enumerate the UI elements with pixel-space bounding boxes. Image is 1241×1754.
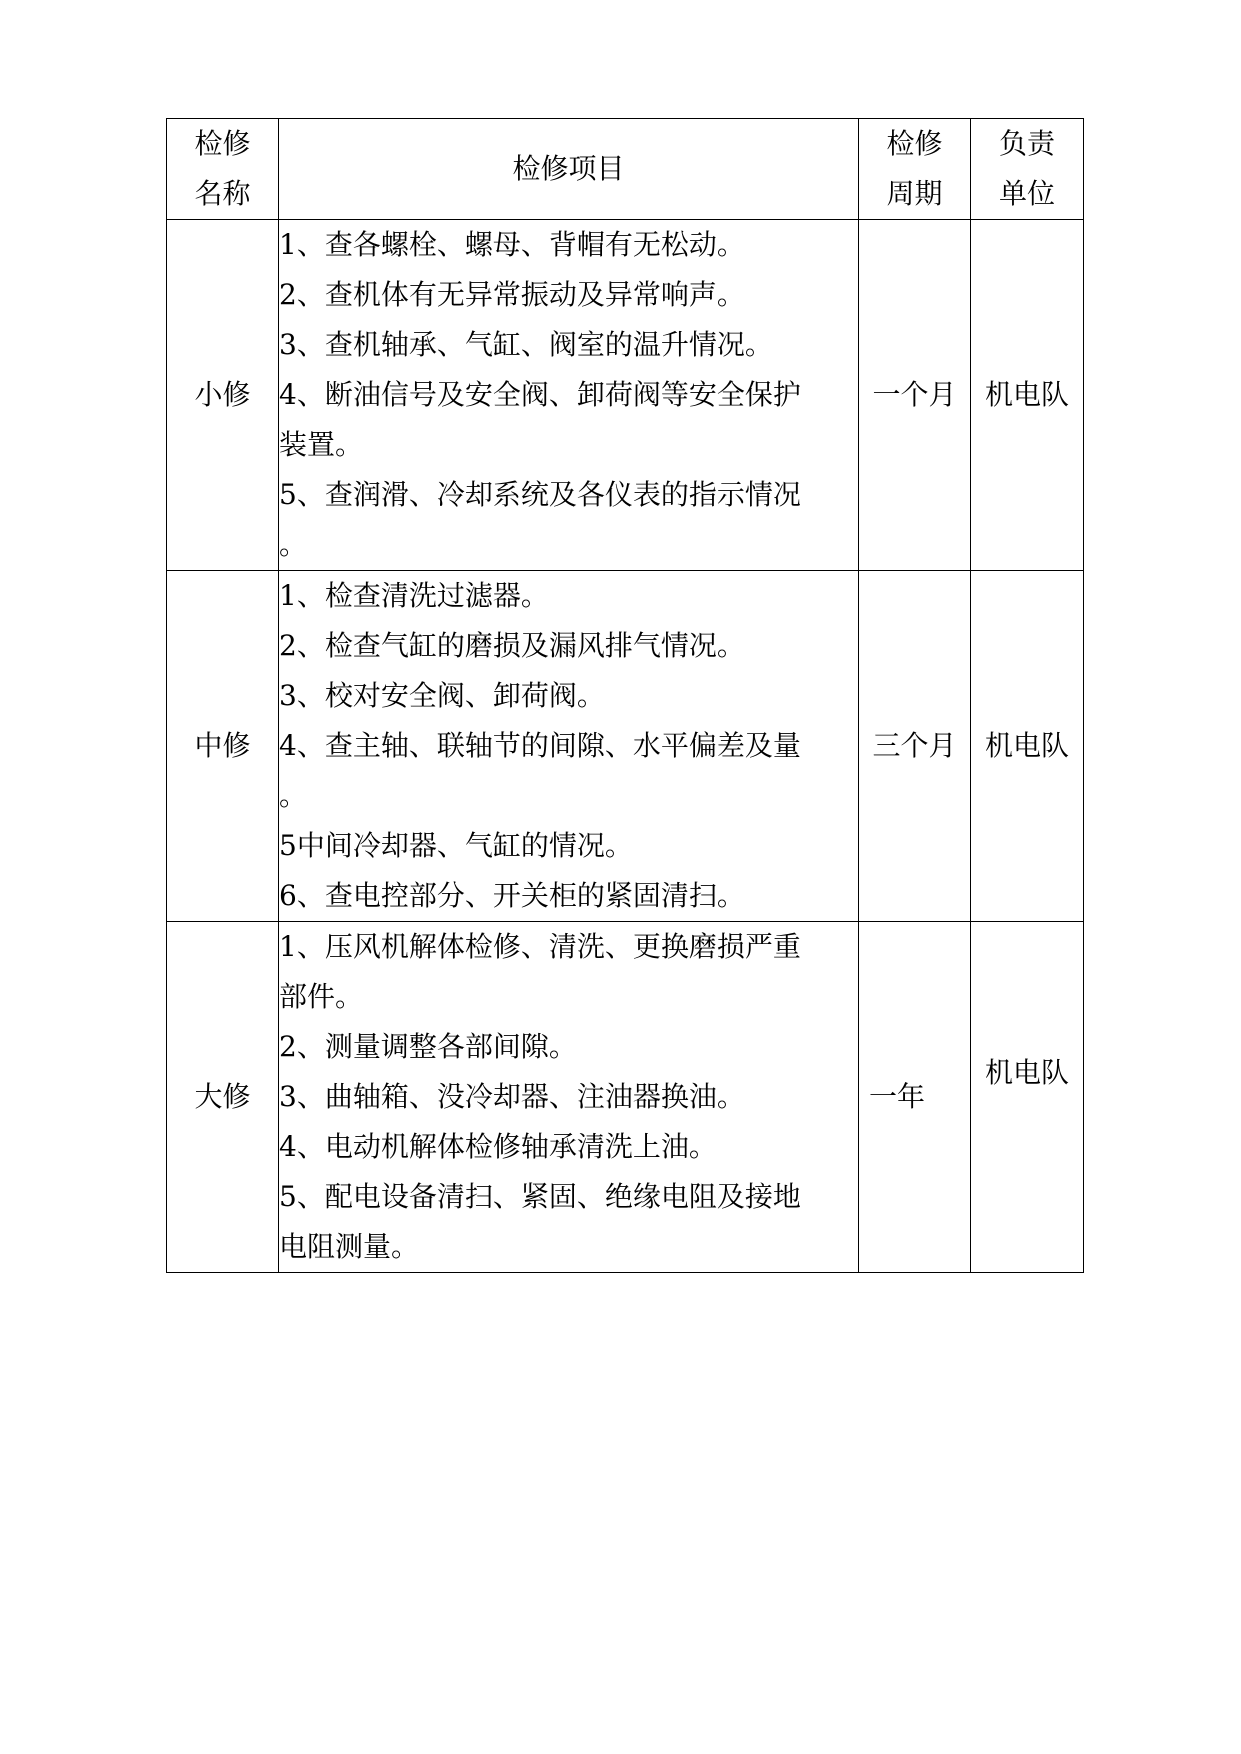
header-maintenance-name [167, 119, 279, 220]
table-row-minor-repair [167, 220, 1084, 571]
table-header-row [167, 119, 1084, 220]
item-line: 5、查润滑、冷却系统及各仪表的指示情况 [279, 478, 801, 511]
row-unit-text: 机电队 [984, 1056, 1069, 1089]
item-line: 。 [279, 528, 308, 561]
item-line: 2、测量调整各部间隙。 [279, 1030, 577, 1063]
item-line: 电阻测量。 [279, 1230, 420, 1263]
row-unit: 机电队 [971, 571, 1084, 922]
row-items [279, 220, 859, 571]
row-name: 中修 [167, 571, 279, 922]
item-line: 4、断油信号及安全阀、卸荷阀等安全保护 [279, 378, 801, 411]
item-line: 5、配电设备清扫、紧固、绝缘电阻及接地 [279, 1180, 801, 1213]
item-line: 部件。 [279, 980, 364, 1013]
row-unit: 机电队 [971, 220, 1084, 571]
maintenance-table [166, 118, 1084, 1273]
header-period-line-2: 周期 [886, 177, 943, 210]
item-line: 3、校对安全阀、卸荷阀。 [279, 679, 605, 712]
header-maintenance-period [859, 119, 971, 220]
item-line: 。 [279, 779, 308, 812]
header-unit-line-1: 负责 [998, 127, 1055, 160]
header-period-line-1: 检修 [886, 127, 943, 160]
item-line: 2、检查气缸的磨损及漏风排气情况。 [279, 629, 745, 662]
item-line: 2、查机体有无异常振动及异常响声。 [279, 278, 745, 311]
item-line: 3、查机轴承、气缸、阀室的温升情况。 [279, 328, 773, 361]
row-name: 小修 [167, 220, 279, 571]
row-period: 三个月 [859, 571, 971, 922]
table-row-medium-repair [167, 571, 1084, 922]
table-row-major-repair [167, 922, 1084, 1273]
item-line: 1、检查清洗过滤器。 [279, 579, 549, 612]
item-line: 1、查各螺栓、螺母、背帽有无松动。 [279, 228, 745, 261]
header-responsible-unit [971, 119, 1084, 220]
row-items [279, 571, 859, 922]
row-period: 一年 [859, 922, 971, 1273]
item-line: 4、电动机解体检修轴承清洗上油。 [279, 1130, 717, 1163]
item-line: 3、曲轴箱、没冷却器、注油器换油。 [279, 1080, 745, 1113]
header-name-line-1: 检修 [194, 127, 251, 160]
header-name-line-2: 名称 [194, 177, 251, 210]
row-items [279, 922, 859, 1273]
row-name: 大修 [167, 922, 279, 1273]
header-maintenance-items: 检修项目 [279, 119, 859, 220]
item-line: 4、查主轴、联轴节的间隙、水平偏差及量 [279, 729, 801, 762]
row-unit [971, 922, 1084, 1273]
item-line: 6、查电控部分、开关柜的紧固清扫。 [279, 879, 745, 912]
item-line: 5中间冷却器、气缸的情况。 [279, 829, 633, 862]
item-line: 装置。 [279, 428, 364, 461]
item-line: 1、压风机解体检修、清洗、更换磨损严重 [279, 930, 801, 963]
row-period: 一个月 [859, 220, 971, 571]
header-unit-line-2: 单位 [998, 177, 1055, 210]
